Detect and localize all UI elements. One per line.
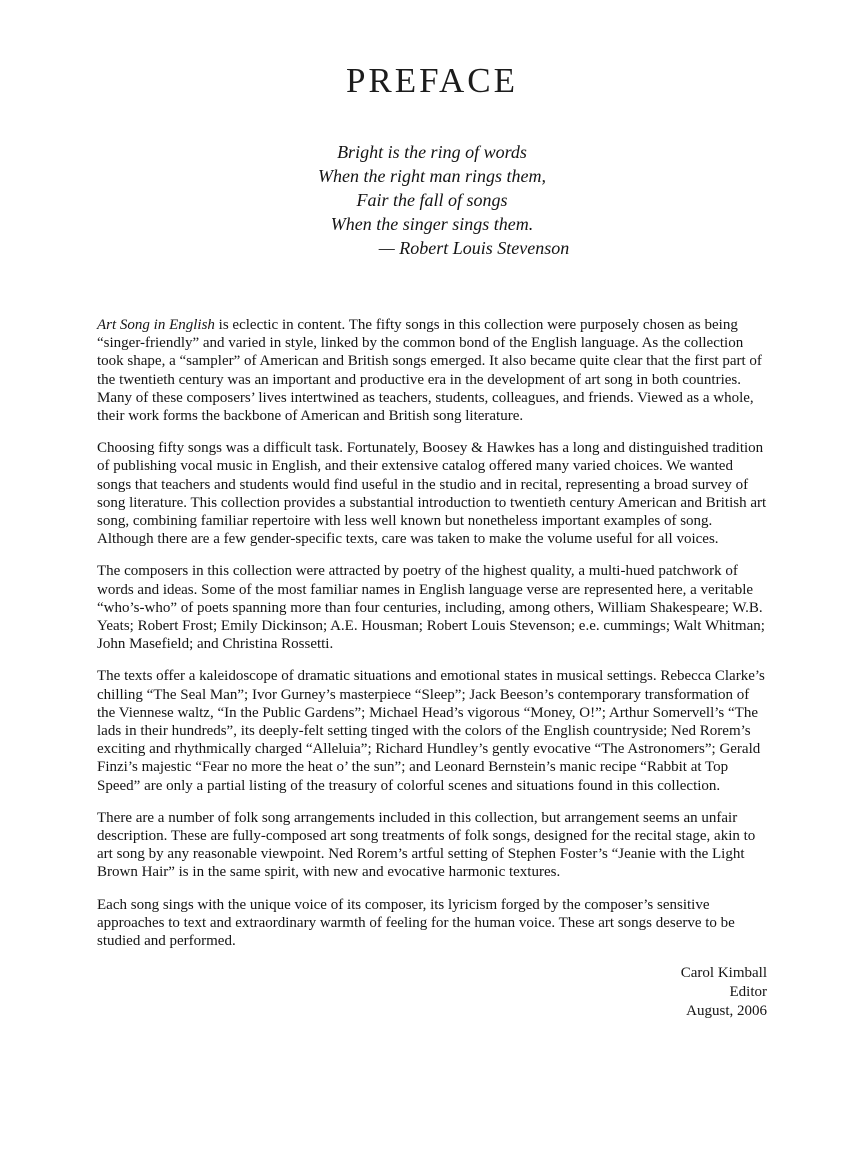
preface-body bbox=[97, 316, 767, 950]
epigraph-line: When the singer sings them. bbox=[330, 214, 534, 234]
paragraph-1-text: is eclectic in content. The fifty songs in this collection were purposely chosen as being “singer-friendly” and varied in style, linked by the common bond of the English language. As the collection took shape, a “sampler” of American and British songs emerged. It also became quite clear that the first part of the twentieth century was an important and productive era in the development of art song in both countries. Many of these composers’ lives intertwined as teachers, students, colleagues, and friends. Viewed as a whole, their work forms the backbone of American and British song literature. bbox=[97, 317, 762, 425]
epigraph-attribution: — Robert Louis Stevenson bbox=[378, 238, 570, 258]
epigraph-line: When the right man rings them, bbox=[318, 166, 546, 186]
signature-block bbox=[97, 964, 767, 1021]
paragraph-4: The texts offer a kaleidoscope of dramatic situations and emotional states in musical settings. Rebecca Clarke’s chilling “The Seal Man”; Ivor Gurney’s masterpiece “Sleep”; Jack Beeson’s contemporary transformation of the Viennese waltz, “In the Public Gardens”; Michael Head’s vigorous “Money, O!”; Arthur Somervell’s “The lads in their hundreds”, its deeply-felt setting tinged with the colors of the English countryside; Ned Rorem’s exciting and rhythmically charged “Alleluia”; Richard Hundley’s gently evocative “The Astronomers”; Gerald Finzi’s majestic “Fear no more the heat o’ the sun”; and Leonard Bernstein’s manic recipe “Rabbit at Top Speed” are only a partial listing of the treasury of colorful scenes and situations found in this collection. bbox=[97, 668, 765, 794]
paragraph-2: Choosing fifty songs was a difficult task. Fortunately, Boosey & Hawkes has a long and distinguished tradition of publishing vocal music in English, and their extensive catalog offered many varied choices. We wanted songs that teachers and students would find useful in the studio and in recital, representing a broad survey of song literature. This collection provides a substantial introduction to twentieth century American and British art song, combining familiar repertoire with less well known but nonetheless important examples of song. Although there are a few gender-specific texts, care was taken to make the volume useful for all voices. bbox=[97, 440, 767, 548]
epigraph bbox=[97, 140, 767, 260]
epigraph-line: Bright is the ring of words bbox=[337, 142, 527, 162]
paragraph-3: The composers in this collection were attracted by poetry of the highest quality, a multi-hued patchwork of words and ideas. Some of the most familiar names in English language verse are represented here, a veritable “who’s-who” of poets spanning more than four centuries, including, among others, William Shakespeare; W.B. Yeats; Robert Frost; Emily Dickinson; A.E. Housman; Robert Louis Stevenson; e.e. cummings; Walt Whitman; John Masefield; and Christina Rossetti. bbox=[97, 563, 765, 653]
signature-role: Editor bbox=[729, 984, 767, 1001]
page-title: PREFACE bbox=[345, 61, 519, 100]
paragraph-5: There are a number of folk song arrangements included in this collection, but arrangement seems an unfair description. These are fully-composed art song treatments of folk songs, designed for the recital stage, akin to art song by any reasonable viewpoint. Ned Rorem’s artful setting of Stephen Foster’s “Jeanie with the Light Brown Hair” is in the same spirit, with new and evocative harmonic textures. bbox=[97, 809, 756, 881]
paragraph-1 bbox=[97, 316, 767, 425]
epigraph-line: Fair the fall of songs bbox=[356, 190, 508, 210]
signature-name: Carol Kimball bbox=[680, 965, 767, 982]
book-title-italic: Art Song in English bbox=[97, 317, 215, 333]
signature-date: August, 2006 bbox=[686, 1003, 767, 1020]
paragraph-6: Each song sings with the unique voice of its composer, its lyricism forged by the composer’s sensitive approaches to text and extraordinary warmth of feeling for the human voice. These art songs deserve to be studied and performed. bbox=[97, 896, 735, 950]
